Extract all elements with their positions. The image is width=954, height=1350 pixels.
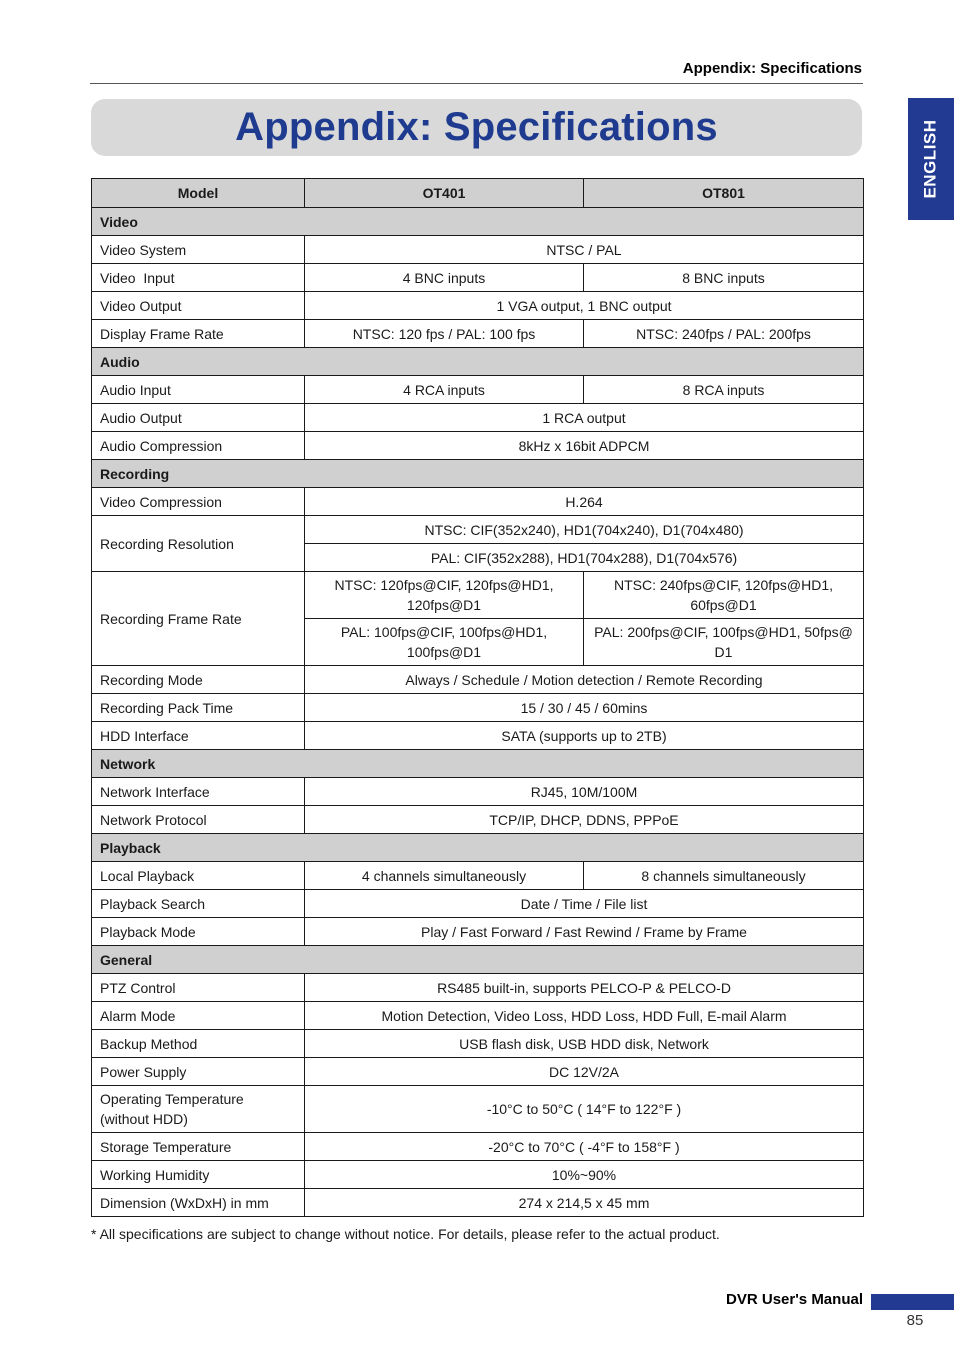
spec-value-ot401: 4 BNC inputs <box>305 264 584 292</box>
spec-value: DC 12V/2A <box>305 1058 864 1086</box>
language-tab-label: ENGLISH <box>921 119 940 199</box>
table-row <box>92 1133 864 1161</box>
section-title: Recording <box>92 460 864 488</box>
spec-value: NTSC / PAL <box>305 236 864 264</box>
spec-label: HDD Interface <box>92 722 305 750</box>
spec-label: Storage Temperature <box>92 1133 305 1161</box>
spec-value: 15 / 30 / 45 / 60mins <box>305 694 864 722</box>
spec-value-pal-ot801: PAL: 200fps@CIF, 100fps@HD1, 50fps@ D1 <box>584 619 864 666</box>
table-row <box>92 806 864 834</box>
spec-value: H.264 <box>305 488 864 516</box>
spec-label: Network Interface <box>92 778 305 806</box>
table-row <box>92 320 864 348</box>
specifications-table <box>91 178 864 1217</box>
spec-label: Dimension (WxDxH) in mm <box>92 1189 305 1217</box>
spec-label: Backup Method <box>92 1030 305 1058</box>
spec-value: Motion Detection, Video Loss, HDD Loss, HDD Full, E-mail Alarm <box>305 1002 864 1030</box>
table-row <box>92 1086 864 1133</box>
spec-label: Audio Compression <box>92 432 305 460</box>
table-header-row <box>92 179 864 208</box>
spec-label: Network Protocol <box>92 806 305 834</box>
spec-value: RJ45, 10M/100M <box>305 778 864 806</box>
spec-value: 1 RCA output <box>305 404 864 432</box>
spec-value-ot801: 8 channels simultaneously <box>584 862 864 890</box>
spec-value-ot401: 4 RCA inputs <box>305 376 584 404</box>
spec-label: Video Compression <box>92 488 305 516</box>
spec-label: Video System <box>92 236 305 264</box>
spec-value: 10%~90% <box>305 1161 864 1189</box>
page-number: 85 <box>906 1312 924 1329</box>
title-banner <box>91 99 862 156</box>
table-row <box>92 1058 864 1086</box>
spec-value-ot801: 8 BNC inputs <box>584 264 864 292</box>
table-row <box>92 264 864 292</box>
section-title: Audio <box>92 348 864 376</box>
table-row <box>92 778 864 806</box>
footnote: * All specifications are subject to change without notice. For details, please refer to the actual product. <box>91 1226 720 1242</box>
table-row <box>92 572 864 619</box>
language-tab <box>908 98 954 220</box>
section-title: Playback <box>92 834 864 862</box>
table-row <box>92 694 864 722</box>
section-row-video <box>92 208 864 236</box>
spec-value-ot401: NTSC: 120 fps / PAL: 100 fps <box>305 320 584 348</box>
spec-value: 274 x 214,5 x 45 mm <box>305 1189 864 1217</box>
section-row-network <box>92 750 864 778</box>
spec-value-ot801: 8 RCA inputs <box>584 376 864 404</box>
table-row <box>92 1161 864 1189</box>
spec-label: Video Input <box>92 264 305 292</box>
table-row <box>92 722 864 750</box>
spec-value-ot801: NTSC: 240fps / PAL: 200fps <box>584 320 864 348</box>
spec-value-ntsc-ot401: NTSC: 120fps@CIF, 120fps@HD1, 120fps@D1 <box>305 572 584 619</box>
table-row <box>92 1002 864 1030</box>
spec-value: Date / Time / File list <box>305 890 864 918</box>
section-title: Video <box>92 208 864 236</box>
spec-value: -20°C to 70°C ( -4°F to 158°F ) <box>305 1133 864 1161</box>
spec-value: -10°C to 50°C ( 14°F to 122°F ) <box>305 1086 864 1133</box>
spec-label: Recording Pack Time <box>92 694 305 722</box>
page-title: Appendix: Specifications <box>235 105 718 149</box>
table-row <box>92 236 864 264</box>
header-rule <box>90 83 863 84</box>
spec-label: Power Supply <box>92 1058 305 1086</box>
spec-value: 8kHz x 16bit ADPCM <box>305 432 864 460</box>
table-row <box>92 488 864 516</box>
spec-value-pal: PAL: CIF(352x288), HD1(704x288), D1(704x576) <box>305 544 864 572</box>
spec-value-ntsc-ot801: NTSC: 240fps@CIF, 120fps@HD1, 60fps@D1 <box>584 572 864 619</box>
spec-label: Alarm Mode <box>92 1002 305 1030</box>
running-header: Appendix: Specifications <box>682 60 862 77</box>
table-row <box>92 918 864 946</box>
table-row <box>92 974 864 1002</box>
spec-label: Recording Frame Rate <box>92 572 305 666</box>
table-row <box>92 432 864 460</box>
spec-label: Video Output <box>92 292 305 320</box>
spec-value-ot401: 4 channels simultaneously <box>305 862 584 890</box>
spec-label: Playback Mode <box>92 918 305 946</box>
table-row <box>92 1030 864 1058</box>
section-row-playback <box>92 834 864 862</box>
spec-label: Local Playback <box>92 862 305 890</box>
spec-label: Playback Search <box>92 890 305 918</box>
spec-label: Display Frame Rate <box>92 320 305 348</box>
table-row <box>92 1189 864 1217</box>
section-title: Network <box>92 750 864 778</box>
spec-value-pal-ot401: PAL: 100fps@CIF, 100fps@HD1, 100fps@D1 <box>305 619 584 666</box>
column-header-ot401: OT401 <box>305 179 584 208</box>
footer-manual-title: DVR User's Manual <box>726 1291 863 1308</box>
table-row <box>92 292 864 320</box>
table-row <box>92 516 864 544</box>
section-row-general <box>92 946 864 974</box>
section-title: General <box>92 946 864 974</box>
table-row <box>92 666 864 694</box>
table-row <box>92 890 864 918</box>
spec-value: Always / Schedule / Motion detection / Remote Recording <box>305 666 864 694</box>
spec-value: RS485 built-in, supports PELCO-P & PELCO-D <box>305 974 864 1002</box>
spec-label: Audio Output <box>92 404 305 432</box>
footer-bar <box>871 1294 954 1310</box>
section-row-audio <box>92 348 864 376</box>
table-row <box>92 404 864 432</box>
table-row <box>92 862 864 890</box>
spec-value: SATA (supports up to 2TB) <box>305 722 864 750</box>
section-row-recording <box>92 460 864 488</box>
spec-value: TCP/IP, DHCP, DDNS, PPPoE <box>305 806 864 834</box>
table-row <box>92 376 864 404</box>
spec-label: Audio Input <box>92 376 305 404</box>
spec-value: Play / Fast Forward / Fast Rewind / Frame by Frame <box>305 918 864 946</box>
column-header-ot801: OT801 <box>584 179 864 208</box>
spec-value-ntsc: NTSC: CIF(352x240), HD1(704x240), D1(704x480) <box>305 516 864 544</box>
column-header-model: Model <box>92 179 305 208</box>
spec-label: PTZ Control <box>92 974 305 1002</box>
spec-label: Recording Mode <box>92 666 305 694</box>
spec-value: 1 VGA output, 1 BNC output <box>305 292 864 320</box>
spec-label: Operating Temperature (without HDD) <box>92 1086 305 1133</box>
spec-label: Recording Resolution <box>92 516 305 572</box>
spec-value: USB flash disk, USB HDD disk, Network <box>305 1030 864 1058</box>
spec-label: Working Humidity <box>92 1161 305 1189</box>
